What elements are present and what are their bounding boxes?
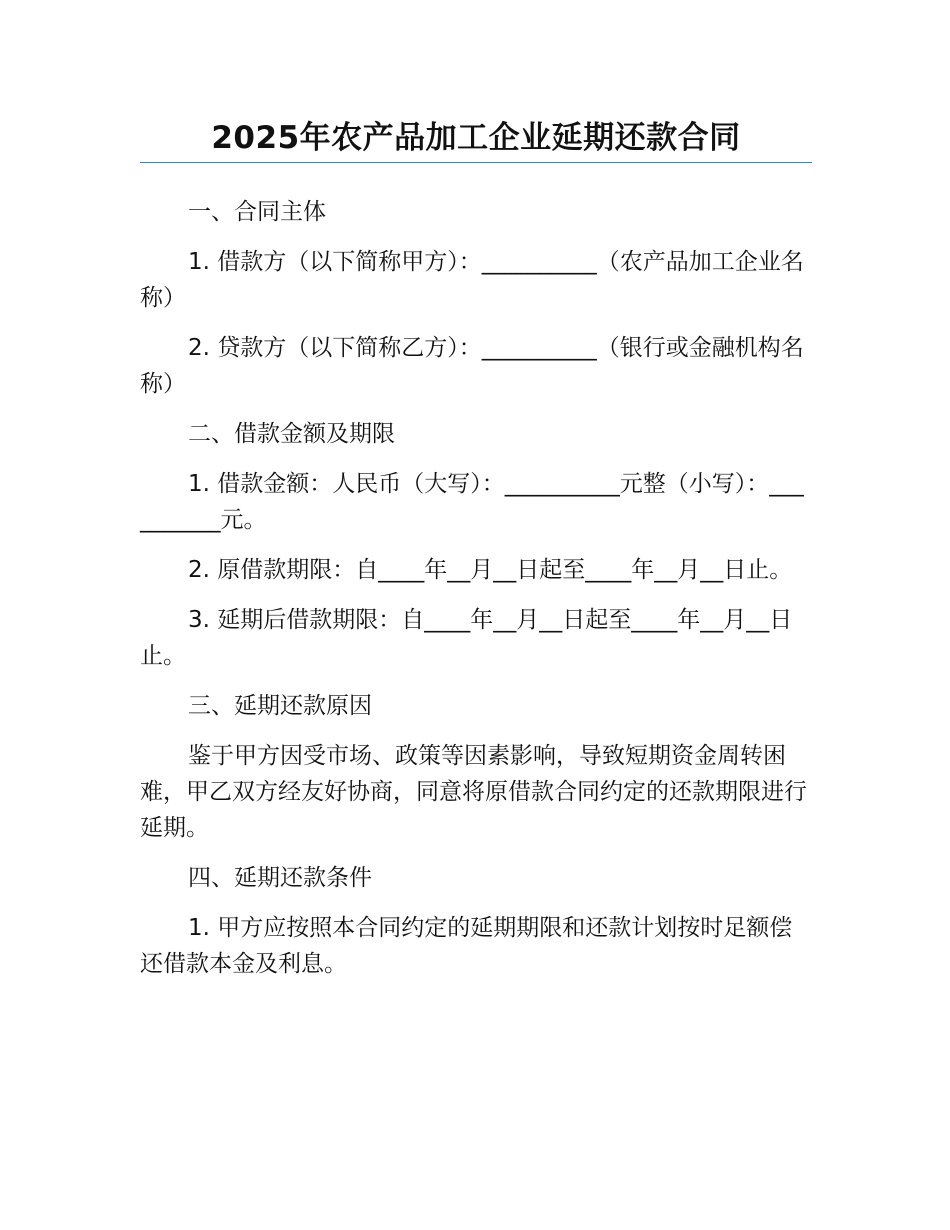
paragraph: 2. 贷款方（以下简称乙方）：__________（银行或金融机构名称） [140,335,804,397]
section-heading: 三、延期还款原因 [188,693,372,719]
paragraph: 1. 借款方（以下简称甲方）：__________（农产品加工企业名称） [140,249,804,311]
section-heading: 四、延期还款条件 [188,865,372,891]
paragraph: 1. 甲方应按照本合同约定的延期期限和还款计划按时足额偿还借款本金及利息。 [140,915,793,977]
title-divider [140,162,812,163]
section-parties [140,194,812,402]
section-conditions [140,860,812,982]
document-body [140,194,812,996]
section-reason [140,688,812,846]
document-page [140,0,812,1230]
document-title: 2025年农产品加工企业延期还款合同 [211,120,741,156]
paragraph: 鉴于甲方因受市场、政策等因素影响，导致短期资金周转困难，甲乙双方经友好协商，同意将原借款合同约定的还款期限进行延期。 [140,743,807,841]
section-amount-term [140,416,812,674]
section-heading: 一、合同主体 [188,199,326,225]
paragraph: 2. 原借款期限：自____年__月__日起至____年__月__日止。 [188,557,793,583]
section-heading: 二、借款金额及期限 [188,421,395,447]
paragraph: 1. 借款金额：人民币（大写）：__________元整（小写）：__________元。 [140,471,804,533]
paragraph: 3. 延期后借款期限：自____年__月__日起至____年__月__日止。 [140,607,793,669]
